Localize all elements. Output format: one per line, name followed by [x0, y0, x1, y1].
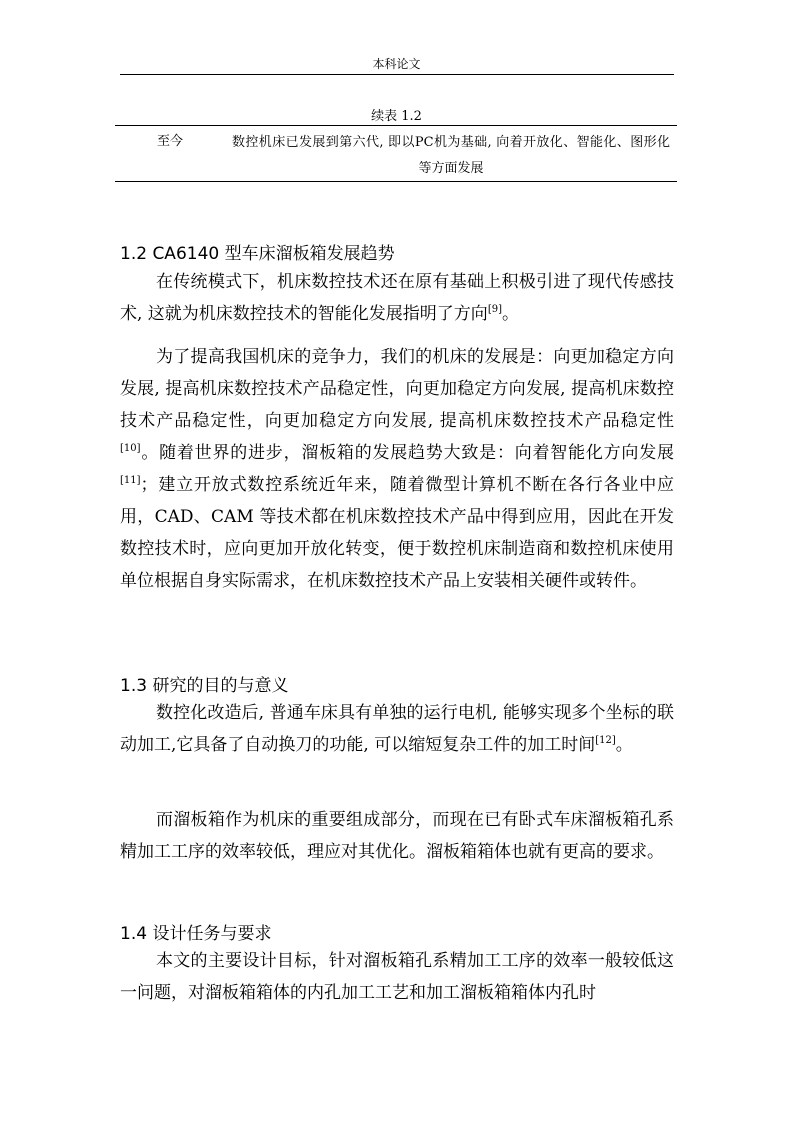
paragraph — [120, 945, 674, 1009]
paragraph-text: 。随着世界的进步，溜板箱的发展趋势大致是：向着智能化方向发展 — [140, 443, 674, 463]
paragraph-text: 。 — [615, 735, 633, 755]
header-rule — [120, 74, 674, 75]
paragraph — [120, 804, 674, 868]
citation: [9] — [487, 304, 502, 315]
paragraph — [120, 697, 674, 761]
section-heading-1-4: 1.4 设计任务与要求 — [120, 924, 272, 944]
section-heading-1-2: 1.2 CA6140 型车床溜板箱发展趋势 — [120, 244, 395, 264]
paragraph — [120, 266, 674, 330]
paragraph-text: 本文的主要设计目标，针对溜板箱孔系精加工工序的效率一般较低这一问题，对溜板箱箱体的内孔加工工艺和加工溜板箱箱体内孔时 — [120, 951, 674, 1003]
citation: [10] — [120, 443, 141, 454]
table-cell-period: 至今 — [157, 134, 184, 149]
table-caption: 续表 1.2 — [371, 109, 422, 124]
paragraph-text: 为了提高我国机床的竞争力，我们的机床的发展是：向更加稳定方向发展, 提高机床数控技术产品稳定性，向更加稳定方向发展, 提高机床数控技术产品稳定性，向更加稳定方向发展, 提高机床数控技术产品稳定性 — [120, 347, 674, 431]
table-cell-description: 数控机床已发展到第六代, 即以PC机为基础, 向着开放化、智能化、图形化等方面发展 — [232, 135, 670, 176]
paragraph-text: 数控化改造后, 普通车床具有单独的运行电机, 能够实现多个坐标的联动加工,它具备了自动换刀的功能, 可以缩短复杂工件的加工时间 — [120, 703, 674, 755]
paragraph-text: 在传统模式下，机床数控技术还在原有基础上积极引进了现代传感技术, 这就为机床数控技术的智能化发展指明了方向 — [120, 272, 674, 324]
paragraph-text: 而溜板箱作为机床的重要组成部分，而现在已有卧式车床溜板箱孔系精加工工序的效率较低，理应对其优化。溜板箱箱体也就有更高的要求。 — [120, 810, 674, 862]
citation: [12] — [595, 735, 616, 746]
table-bottom-rule — [115, 181, 677, 182]
table-top-rule — [115, 125, 677, 126]
paragraph-text: 。 — [501, 304, 519, 324]
citation: [11] — [120, 475, 141, 486]
page-header: 本科论文 — [372, 57, 421, 71]
section-heading-1-3: 1.3 研究的目的与意义 — [120, 676, 289, 696]
paragraph — [120, 341, 674, 597]
paragraph-text: ；建立开放式数控系统近年来，随着微型计算机不断在各行各业中应用，CAD、CAM 等技术都在机床数控技术产品中得到应用，因此在开发数控技术时，应向更加开放化转变，便于数控机床制造商和数控机床使用单位根据自身实际需求，在机床数控技术产品上安装相关硬件或转件。 — [120, 475, 674, 591]
